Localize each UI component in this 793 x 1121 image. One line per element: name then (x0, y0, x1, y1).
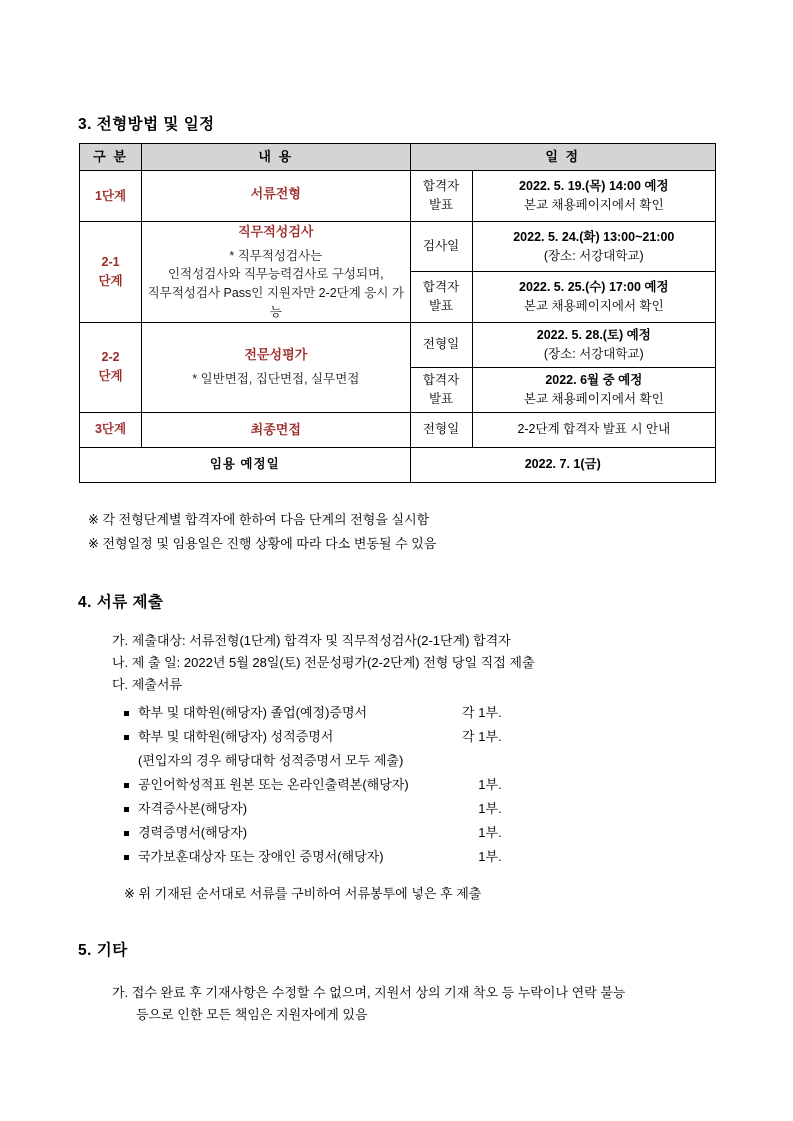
schedule-label-line2: 발표 (428, 198, 454, 212)
content-note-line: * 직무적성검사는 (229, 248, 323, 263)
content-cell-1 (142, 171, 410, 222)
list-item (112, 773, 732, 797)
submission-docs-line: 다. 제출서류 (112, 676, 183, 692)
schedule-date-2-1-a (472, 222, 715, 272)
list-item (112, 701, 732, 725)
document-qty: 1부. (478, 777, 502, 793)
list-item (112, 797, 732, 821)
document-qty: 1부. (478, 801, 502, 817)
stage-line2: 단계 (98, 369, 123, 383)
table-row (80, 171, 716, 222)
square-bullet-icon (124, 855, 129, 860)
table-row (80, 322, 716, 367)
square-bullet-icon (124, 735, 129, 740)
schedule-label-line1: 전형일 (422, 337, 460, 352)
document-name: 학부 및 대학원(해당자) 졸업(예정)증명서 (138, 705, 368, 721)
schedule-date-sub: 본교 채용페이지에서 확인 (523, 391, 664, 406)
document-qty: 1부. (478, 849, 502, 865)
schedule-table-container (79, 143, 716, 483)
section-3-heading: 3. 전형방법 및 일정 (78, 116, 215, 133)
section-5-body (112, 982, 752, 1027)
content-note-line: 인적성검사와 직무능력검사로 구성되며, (167, 267, 384, 282)
schedule-label-2-2-b (410, 367, 472, 412)
stage-label-1: 1단계 (80, 171, 142, 222)
schedule-date-2-2-b (472, 367, 715, 412)
header-gubun: 구 분 (80, 144, 142, 171)
document-name: 경력증명서(해당자) (138, 825, 248, 841)
document-qty: 각 1부. (462, 705, 502, 721)
header-naeyong: 내 용 (142, 144, 410, 171)
document-name: 학부 및 대학원(해당자) 성적증명서 (138, 729, 334, 745)
list-item (112, 821, 732, 845)
schedule-label-line1: 합격자 (422, 179, 460, 194)
schedule-label-3 (410, 412, 472, 447)
table-row (80, 222, 716, 272)
section-4-body (112, 630, 732, 905)
stage-line1: 2-2 (101, 350, 120, 365)
schedule-date-sub: 본교 채용페이지에서 확인 (523, 298, 664, 313)
stage-label-2-1 (80, 222, 142, 323)
schedule-label-line2: 발표 (428, 298, 454, 313)
stage-label-3: 3단계 (80, 412, 142, 447)
section-5-item-line1: 가. 접수 완료 후 기재사항은 수정할 수 없으며, 지원서 상의 기재 착오 등 누락이나 연락 불능 (112, 985, 626, 1000)
content-cell-2-2 (142, 322, 410, 412)
submission-target-line: 가. 제출대상: 서류전형(1단계) 합격자 및 직무적성검사(2-1단계) 합격자 (112, 633, 511, 648)
section-5-item-line2: 등으로 인한 모든 책임은 지원자에게 있음 (136, 1007, 368, 1023)
schedule-date-sub: (장소: 서강대학교) (543, 346, 644, 361)
document-name: 국가보훈대상자 또는 장애인 증명서(해당자) (138, 849, 384, 865)
content-title-3: 최종면접 (250, 421, 301, 437)
stage-label-2-2 (80, 322, 142, 412)
schedule-date-2-2-a (472, 322, 715, 367)
section-4-note: ※ 위 기재된 순서대로 서류를 구비하여 서류봉투에 넣은 후 제출 (124, 886, 482, 902)
document-qty: 1부. (478, 825, 502, 841)
document-list (112, 701, 732, 869)
schedule-label-line2: 발표 (428, 391, 454, 406)
note-line: ※ 각 전형단계별 합격자에 한하여 다음 단계의 전형을 실시함 (88, 512, 430, 527)
stage-line1: 2-1 (101, 255, 120, 269)
schedule-date-1-1 (472, 171, 715, 222)
schedule-label-line1: 검사일 (422, 239, 460, 254)
table-row (80, 412, 716, 447)
square-bullet-icon (124, 831, 129, 836)
schedule-label-line1: 합격자 (422, 280, 460, 295)
table-row-final (80, 447, 716, 482)
document-name: 공인어학성적표 원본 또는 온라인출력본(해당자) (138, 777, 409, 793)
schedule-label-line1: 합격자 (422, 372, 460, 387)
schedule-date-main: 2022. 5. 24.(화) 13:00~21:00 (513, 229, 675, 244)
schedule-date-2-1-b (472, 272, 715, 322)
schedule-label-2-1-a (410, 222, 472, 272)
content-title-2-1: 직무적성검사 (238, 224, 314, 239)
square-bullet-icon (124, 711, 129, 716)
section-3-notes (88, 508, 436, 556)
schedule-date-sub: (장소: 서강대학교) (543, 248, 644, 263)
table-header-row (80, 144, 716, 171)
section-5-heading: 5. 기타 (78, 942, 128, 959)
schedule-label-1-1 (410, 171, 472, 222)
stage-line2: 단계 (98, 273, 123, 288)
list-item (112, 725, 732, 749)
content-cell-2-1 (142, 222, 410, 323)
schedule-date-main: 2022. 5. 28.(토) 예정 (536, 327, 651, 342)
content-note-line: 직무적성검사 Pass인 지원자만 2-2단계 응시 가능 (147, 286, 404, 319)
schedule-label-2-1-b (410, 272, 472, 322)
square-bullet-icon (124, 783, 129, 788)
list-item (112, 845, 732, 869)
content-title-2-2: 전문성평가 (244, 347, 308, 363)
content-title-1: 서류전형 (250, 185, 301, 201)
final-row-date: 2022. 7. 1(금) (410, 447, 716, 482)
document-subnote: (편입자의 경우 해당대학 성적증명서 모두 제출) (138, 753, 404, 769)
schedule-date-main: 2022. 6월 중 예정 (545, 372, 643, 387)
content-cell-3 (142, 412, 410, 447)
schedule-table (79, 143, 716, 483)
schedule-label-line1: 전형일 (422, 422, 460, 437)
schedule-date-main: 2022. 5. 19.(목) 14:00 예정 (519, 179, 669, 194)
document-name: 자격증사본(해당자) (138, 801, 248, 817)
header-iljeong: 일 정 (410, 144, 716, 171)
submission-date-line: 나. 제 출 일: 2022년 5월 28일(토) 전문성평가(2-2단계) 전형 당일 직접 제출 (112, 654, 535, 670)
document-qty: 각 1부. (462, 729, 502, 745)
note-line: ※ 전형일정 및 임용일은 진행 상황에 따라 다소 변동될 수 있음 (88, 536, 437, 552)
schedule-date-3: 2-2단계 합격자 발표 시 안내 (472, 412, 715, 447)
schedule-label-2-2-a (410, 322, 472, 367)
square-bullet-icon (124, 807, 129, 812)
schedule-date-main: 2022. 5. 25.(수) 17:00 예정 (519, 280, 669, 295)
content-note-line: * 일반면접, 집단면접, 실무면접 (192, 371, 360, 386)
section-4-heading: 4. 서류 제출 (78, 594, 164, 611)
final-row-label: 임용 예정일 (80, 447, 411, 482)
schedule-date-sub: 본교 채용페이지에서 확인 (523, 198, 664, 212)
